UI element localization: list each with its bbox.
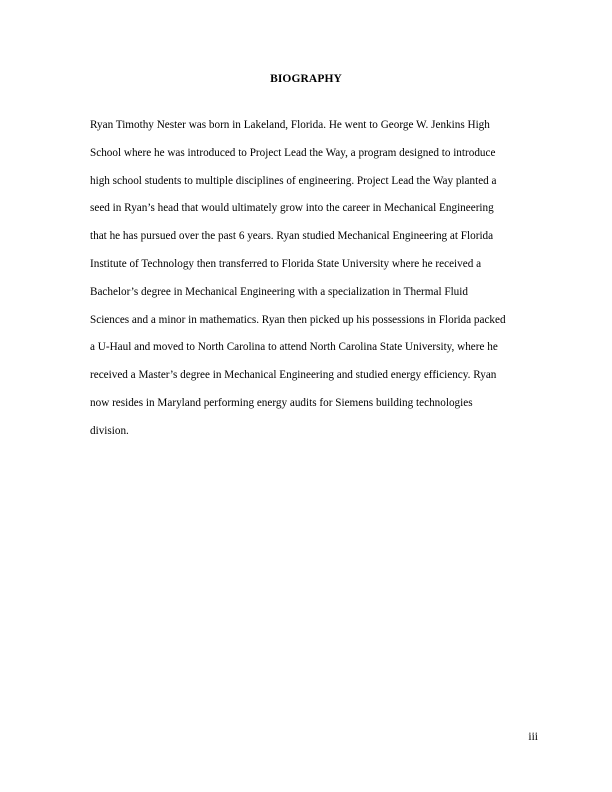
paragraph-line: that he has pursued over the past 6 years. Ryan studied Mechanical Engineering at Florida <box>90 230 494 243</box>
paragraph-line: Ryan Timothy Nester was born in Lakeland, Florida. He went to George W. Jenkins High <box>90 119 490 131</box>
paragraph-line: seed in Ryan’s head that would ultimately grow into the career in Mechanical Engineering <box>90 202 494 215</box>
paragraph-line: Institute of Technology then transferred to Florida State University where he received a <box>90 257 482 270</box>
biography-paragraph <box>90 112 540 446</box>
paragraph-line: a U-Haul and moved to North Carolina to attend North Carolina State University, where he <box>90 341 498 354</box>
paragraph-line: now resides in Maryland performing energy audits for Siemens building technologies <box>90 396 473 409</box>
page-number: iii <box>528 731 538 743</box>
paragraph-line: high school students to multiple disciplines of engineering. Project Lead the Way planted a <box>90 174 497 187</box>
paragraph-line: Bachelor’s degree in Mechanical Engineering with a specialization in Thermal Fluid <box>90 285 468 298</box>
paragraph-line: division. <box>90 424 129 437</box>
paragraph-line: received a Master’s degree in Mechanical Engineering and studied energy efficiency. Ryan <box>90 369 497 382</box>
paragraph-line: Sciences and a minor in mathematics. Ryan then picked up his possessions in Florida packed <box>90 313 506 326</box>
page-title: BIOGRAPHY <box>270 73 342 85</box>
paragraph-line: School where he was introduced to Project Lead the Way, a program designed to introduce <box>90 146 496 159</box>
